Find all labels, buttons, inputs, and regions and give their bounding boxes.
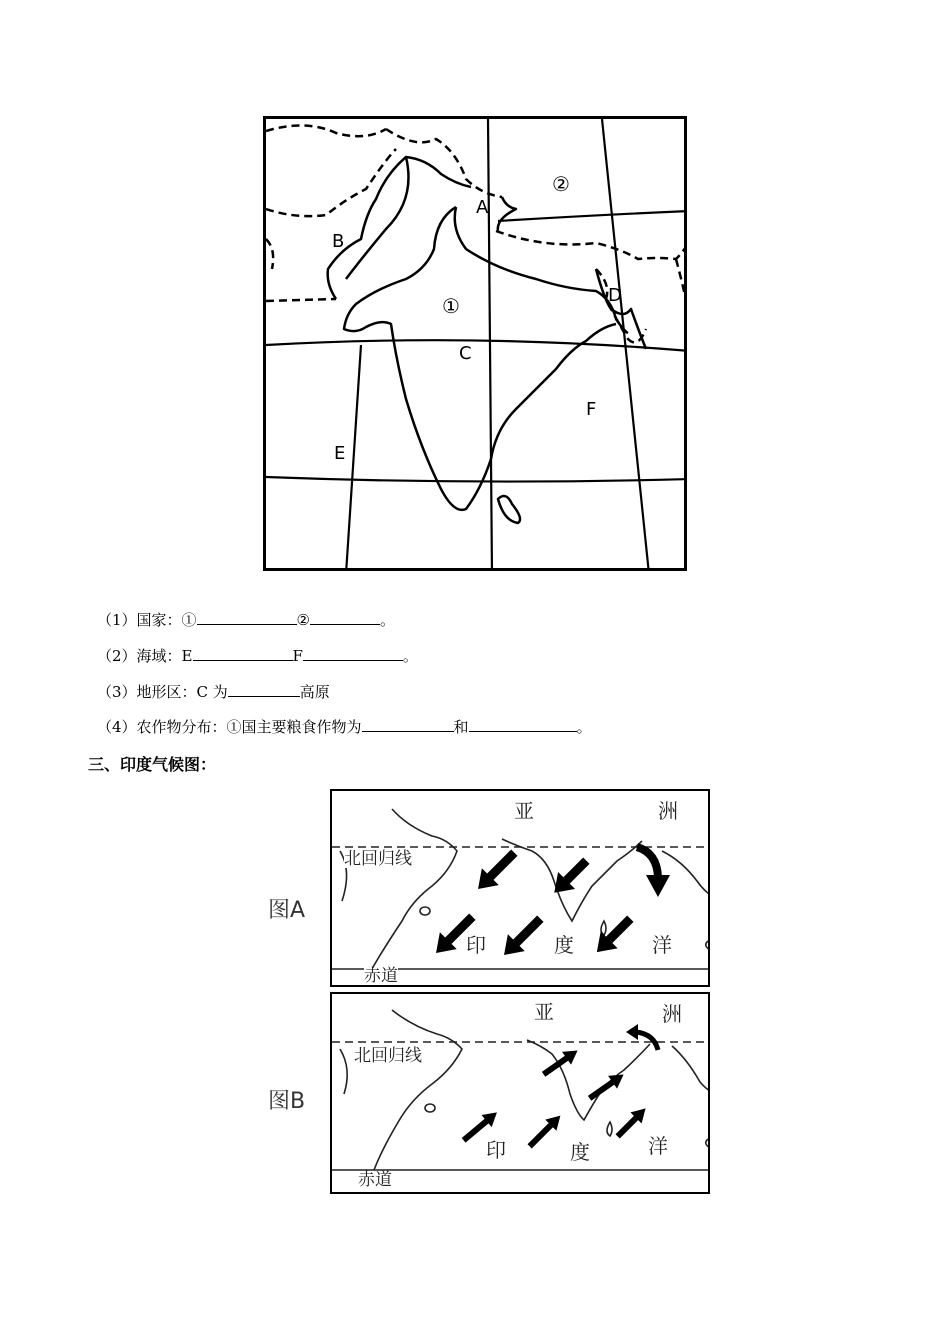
map-label-country-1: ① <box>442 294 460 318</box>
fig-a-tropic-label: 北回归线 <box>344 849 412 869</box>
map-label-c: C <box>459 343 472 364</box>
fig-b-equator-label: 赤道 <box>358 1170 392 1190</box>
fig-a-ocean-2: 度 <box>554 933 574 957</box>
question-4: （4）农作物分布：①国主要粮食作物为 和 。 <box>97 718 592 736</box>
answer-blank[interactable] <box>193 646 293 661</box>
map-label-a: A <box>476 197 489 218</box>
answer-blank[interactable] <box>197 610 297 625</box>
figure-a-label: 图A <box>268 898 306 923</box>
answer-blank[interactable] <box>228 682 300 697</box>
fig-b-ocean-2: 度 <box>570 1140 590 1164</box>
map-label-d: D <box>608 285 622 306</box>
question-3: （3）地形区：C 为 高原 <box>97 683 330 701</box>
map-drawing <box>266 119 687 571</box>
map-label-f: F <box>586 399 597 420</box>
fig-a-ocean-1: 印 <box>466 933 486 957</box>
question-1: （1）国家：① ② 。 <box>97 611 396 629</box>
fig-b-asia-1: 亚 <box>534 1000 554 1024</box>
figure-b-label: 图B <box>268 1089 306 1114</box>
fig-b-asia-2: 洲 <box>662 1002 682 1026</box>
south-asia-map <box>263 116 687 571</box>
answer-blank[interactable] <box>310 610 380 625</box>
fig-a-asia-1: 亚 <box>514 799 534 823</box>
section-title: 三、印度气候图： <box>88 755 217 774</box>
answer-blank[interactable] <box>469 717 577 732</box>
climate-figure-b <box>330 992 710 1194</box>
climate-figure-a <box>330 789 710 987</box>
map-label-e: E <box>334 443 346 464</box>
fig-a-asia-2: 洲 <box>658 799 678 823</box>
fig-a-equator-label: 赤道 <box>364 966 398 986</box>
answer-blank[interactable] <box>362 717 454 732</box>
fig-b-tropic-label: 北回归线 <box>354 1046 422 1066</box>
map-label-country-2: ② <box>552 172 570 196</box>
fig-a-ocean-3: 洋 <box>652 933 672 957</box>
question-2: （2）海域：E F 。 <box>97 647 418 665</box>
answer-blank[interactable] <box>303 646 403 661</box>
fig-b-ocean-1: 印 <box>486 1138 506 1162</box>
figure-b-drawing <box>332 994 710 1194</box>
map-label-b: B <box>332 231 345 252</box>
fig-b-ocean-3: 洋 <box>648 1134 668 1158</box>
